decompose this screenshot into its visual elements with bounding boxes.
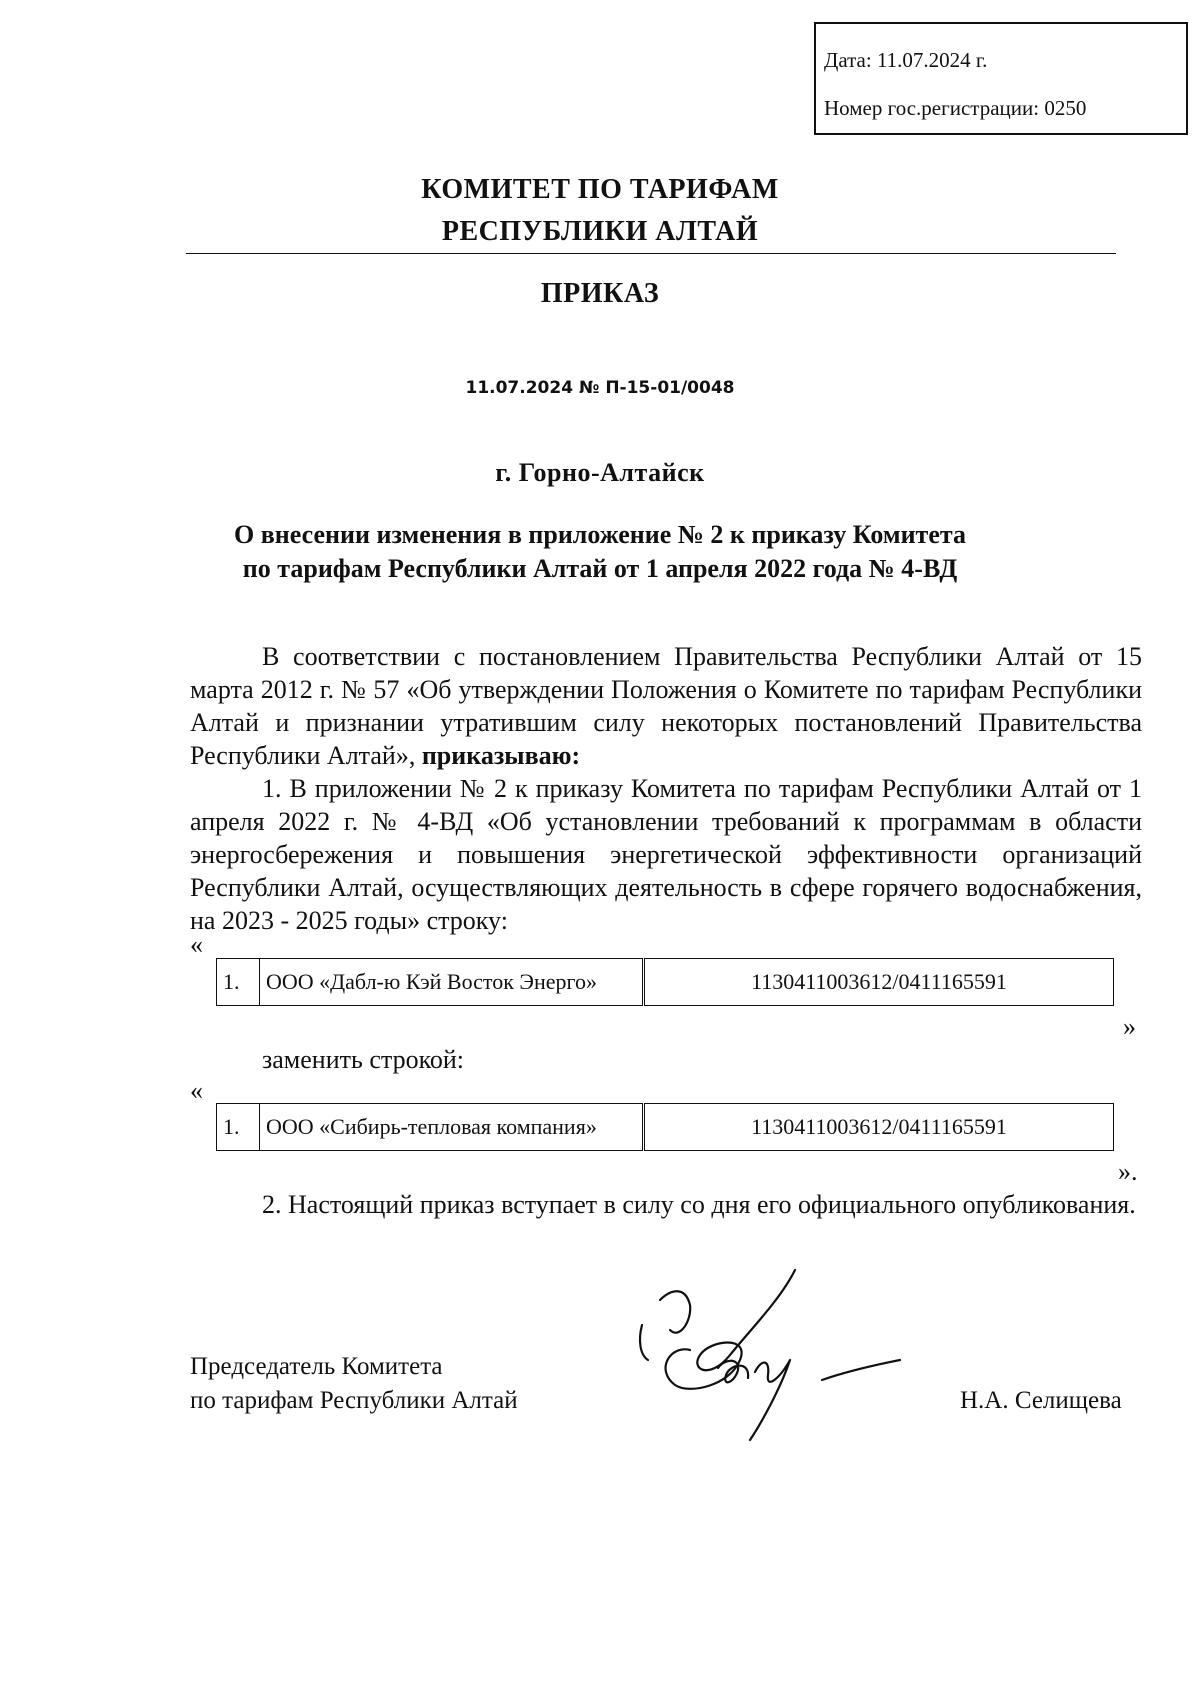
- position-line2: по тарифам Республики Алтай: [190, 1387, 518, 1414]
- order-title-line1: О внесении изменения в приложение № 2 к приказу Комитета: [234, 520, 966, 549]
- paragraph-item-1: [190, 772, 1142, 937]
- table-row: [217, 1104, 1114, 1151]
- old-row-table: [216, 958, 1114, 1006]
- new-row-code: 1130411003612/0411165591: [644, 1104, 1114, 1151]
- registration-date: Дата: 11.07.2024 г.: [824, 48, 988, 72]
- new-row-table: [216, 1103, 1114, 1151]
- item-2-text: 2. Настоящий приказ вступает в силу со дня его официального опубликования.: [262, 1190, 1136, 1219]
- header-divider: [186, 253, 1116, 254]
- old-row-num: 1.: [217, 959, 260, 1006]
- org-name-line1: КОМИТЕТ ПО ТАРИФАМ: [421, 174, 779, 205]
- doc-type: ПРИКАЗ: [540, 278, 660, 309]
- open-quote-1: «: [190, 930, 203, 959]
- signatory-name: Н.А. Селищева: [960, 1387, 1122, 1414]
- org-name-line2: РЕСПУБЛИКИ АЛТАЙ: [441, 216, 759, 247]
- old-row-org: ООО «Дабл-ю Кэй Восток Энерго»: [260, 959, 644, 1006]
- signatory-position: [190, 1350, 518, 1418]
- paragraph-item-2: [190, 1188, 1142, 1221]
- order-title-line2: по тарифам Республики Алтай от 1 апреля 2022 года № 4-ВД: [242, 554, 958, 583]
- handwritten-signature: [630, 1260, 910, 1450]
- order-number: 11.07.2024 № П-15-01/0048: [465, 378, 735, 398]
- old-row-code: 1130411003612/0411165591: [644, 959, 1114, 1006]
- preamble-text: В соответствии с постановлением Правительства Республики Алтай от 15 марта 2012 г. № 57 «Об утверждении Положения о Комитете по тарифам Республики Алтай и признании утратившим силу некоторых постановлений Правительства Республики Алтай»,: [190, 642, 1142, 770]
- close-quote-1: »: [1123, 1012, 1136, 1041]
- registration-box: [814, 22, 1188, 135]
- city: г. Горно-Алтайск: [495, 458, 705, 487]
- preamble-directive: приказываю:: [421, 741, 581, 770]
- paragraph-preamble: [190, 640, 1142, 772]
- order-title: [0, 518, 1200, 586]
- position-line1: Председатель Комитета: [190, 1353, 443, 1380]
- item-1-text: 1. В приложении № 2 к приказу Комитета по тарифам Республики Алтай от 1 апреля 2022 г. № 4-ВД «Об установлении требований к программам в области энергосбережения и повышения энергетической эффективности организаций Республики Алтай, осуществляющих деятельность в сфере горячего водоснабжения, на 2023 - 2025 годы» строку:: [190, 774, 1142, 935]
- replace-with-label: заменить строкой:: [262, 1045, 465, 1074]
- close-quote-2: ».: [1118, 1157, 1138, 1186]
- new-row-org: ООО «Сибирь-тепловая компания»: [260, 1104, 644, 1151]
- new-row-num: 1.: [217, 1104, 260, 1151]
- registration-number: Номер гос.регистрации: 0250: [824, 96, 1087, 120]
- open-quote-2: «: [190, 1076, 203, 1105]
- table-row: [217, 959, 1114, 1006]
